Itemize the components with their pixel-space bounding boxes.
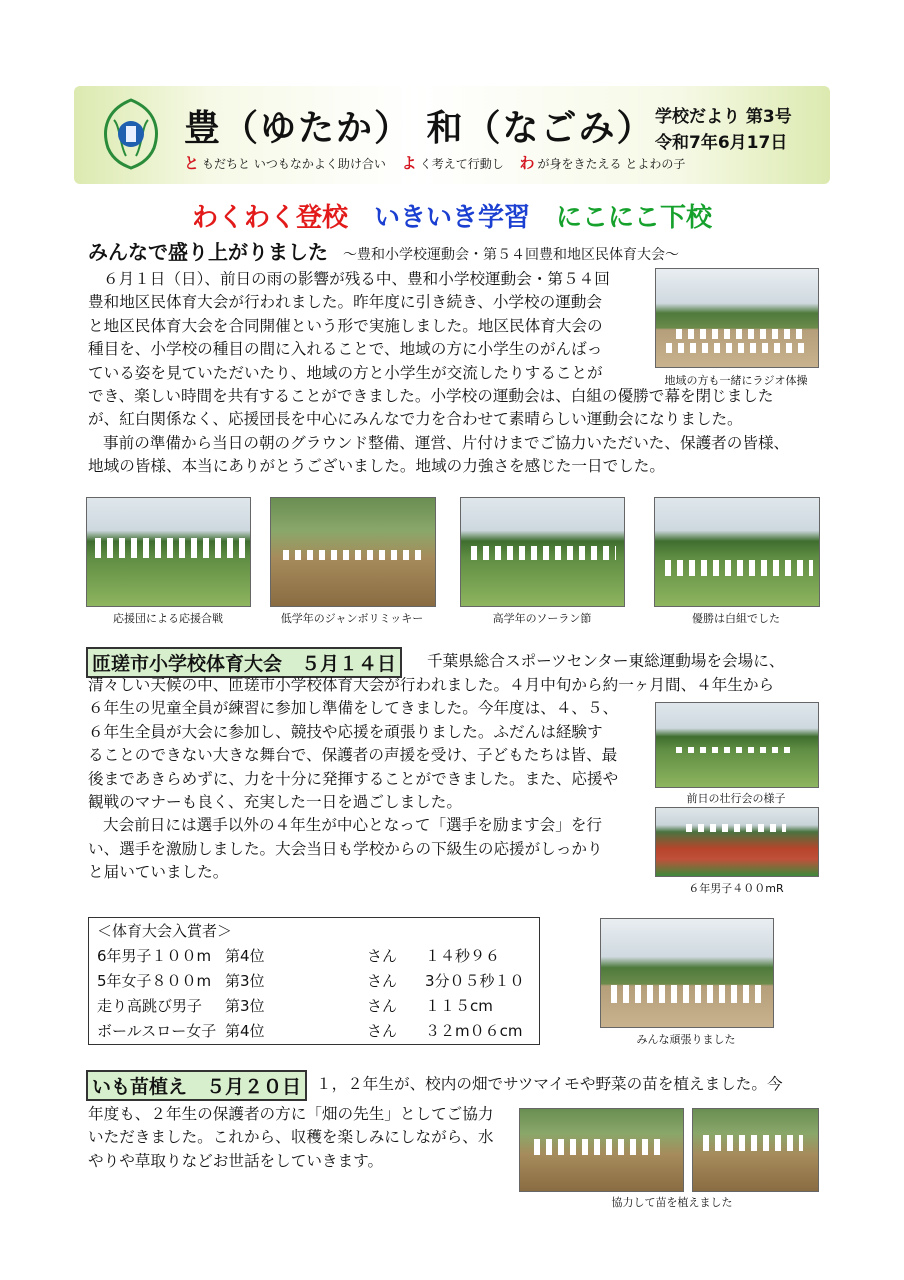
article1-heading: [88, 236, 679, 265]
motto-key-1: と: [184, 154, 200, 172]
award-name: さん: [367, 997, 398, 1015]
article1-line: 種目を、小学校の種目の間に入れることで、地域の方に小学生のがんばっ: [88, 340, 603, 359]
article1-line: ている姿を見ていただいたり、地域の方と小学生が交流したりすることが: [88, 363, 603, 382]
article2-line: 千葉県総合スポーツセンター東総運動場を会場に、: [427, 652, 785, 670]
article1-line: でき、楽しい時間を共有することができました。小学校の運動会は、白組の優勝で幕を閉じました: [88, 387, 774, 406]
article2-line: ることのできない大きな舞台で、保護者の声援を受け、子どもたちは皆、最: [88, 746, 618, 765]
photo-cheer-battle: [86, 497, 251, 607]
photo-planting-1: [519, 1108, 684, 1192]
awards-title: ＜体育大会入賞者＞: [97, 922, 233, 940]
article1-line: 事前の準備から当日の朝のグラウンド整備、運営、片付けまでご協力いただいた、保護者の皆様、: [103, 433, 790, 452]
article2-line: ６年生の児童全員が練習に参加し準備をしてきました。今年度は、４、５、: [88, 699, 619, 718]
award-event: 6年男子１００m: [97, 947, 212, 965]
article3-line: 年度も、２年生の保護者の方に「畑の先生」としてご協力: [88, 1105, 494, 1123]
issue-number: 学校だより 第3号: [655, 107, 792, 127]
school-slogan: [0, 197, 904, 234]
award-event: ボールスロー女子: [97, 1022, 217, 1040]
article3-line: やりや草取りなどお世話をしていきます。: [88, 1151, 384, 1170]
school-emblem-icon: [96, 96, 166, 170]
article1-title: みんなで盛り上がりました: [88, 240, 328, 264]
article2-heading: 匝瑳市小学校体育大会 ５月１４日: [86, 647, 402, 678]
award-name: さん: [367, 972, 398, 990]
row-caption-1: 応援団による応援合戦: [113, 612, 223, 625]
slogan-part-1: わくわく登校: [191, 203, 348, 233]
slogan-part-2: いきいき学習: [373, 203, 530, 233]
row-caption-4: 優勝は白組でした: [692, 612, 780, 625]
motto-text-1: もだちと いつもなかよく助け合い: [202, 157, 386, 171]
photo-group-stadium: [600, 918, 774, 1028]
article1-line: 豊和地区民体育大会が行われました。昨年度に引き続き、小学校の運動会: [88, 293, 602, 312]
photo-white-team-wins: [654, 497, 820, 607]
caption-relay: ６年男子４００mR: [688, 882, 784, 895]
article3-line: いただきました。これから、収穫を楽しみにしながら、水: [88, 1128, 494, 1147]
issue-date: 令和7年6月17日: [655, 133, 788, 153]
newsletter-title: 豊（ゆたか） 和（なごみ）: [184, 108, 655, 149]
article1-subtitle: ～豊和小学校運動会・第５４回豊和地区民体育大会～: [342, 247, 679, 263]
photo-planting-2: [692, 1108, 819, 1192]
award-record: ３２m０６cm: [425, 1022, 523, 1040]
photo-jamboree-mickey: [270, 497, 436, 607]
article3-body: [88, 1103, 493, 1173]
caption-send-off: 前日の壮行会の様子: [686, 792, 786, 805]
article1-line: と地区民体育大会を合同開催という形で実施しました。地区民体育大会の: [88, 316, 603, 335]
award-rank: 第4位: [225, 947, 265, 965]
award-record: １１５cm: [425, 997, 493, 1015]
award-name: さん: [367, 1022, 398, 1040]
article2-line: 後まであきらめずに、力を十分に発揮することができました。また、応援や: [88, 769, 619, 788]
award-record: 3分０５秒１０: [425, 972, 525, 990]
article1-line: 地域の皆様、本当にありがとうございました。地域の力強さを感じた一日でした。: [88, 457, 665, 476]
motto-key-2: よ: [401, 154, 417, 172]
award-event: 走り高跳び男子: [97, 997, 203, 1015]
motto-key-3: わ: [519, 154, 535, 172]
article1-line: ６月１日（日）、前日の雨の影響が残る中、豊和小学校運動会・第５４回: [103, 270, 610, 288]
caption-planting: 協力して苗を植えました: [611, 1196, 733, 1209]
school-motto: [184, 152, 685, 173]
award-event: 5年女子８００m: [97, 972, 212, 990]
article2-line: い、選手を激励しました。大会当日も学校からの下級生の応援がしっかり: [88, 839, 603, 858]
photo-relay-400mr: [655, 807, 819, 877]
row-caption-2: 低学年のジャンボリミッキー: [280, 612, 424, 625]
photo-caption: 地域の方も一緒にラジオ体操: [664, 374, 808, 387]
article3-heading: いも苗植え ５月２０日: [86, 1070, 307, 1101]
motto-text-3: が身をきたえる とよわの子: [537, 157, 686, 171]
photo-soran-dance: [460, 497, 625, 607]
award-rank: 第4位: [225, 1022, 265, 1040]
motto-text-2: く考えて行動し: [419, 157, 504, 171]
photo-send-off-rally: [655, 702, 819, 788]
article1-body: [88, 268, 789, 479]
article3-line: １，２年生が、校内の畑でサツマイモや野菜の苗を植えました。今: [316, 1075, 783, 1093]
award-rank: 第3位: [225, 997, 265, 1015]
article2-line: ６年生全員が大会に参加し、競技や応援を頑張りました。ふだんは経験す: [88, 722, 603, 741]
article2-line: と届いていました。: [88, 863, 229, 882]
article2-line: 清々しい天候の中、匝瑳市小学校体育大会が行われました。４月中旬から約一ヶ月間、４年生から: [88, 676, 775, 694]
article2-line: 大会前日には選手以外の４年生が中心となって「選手を励ます会」を行: [103, 816, 603, 835]
award-rank: 第3位: [225, 972, 265, 990]
caption-group: みんな頑張りました: [636, 1033, 736, 1046]
row-caption-3: 高学年のソーラン節: [492, 612, 592, 625]
award-name: さん: [367, 947, 398, 965]
awards-box: [88, 917, 540, 1045]
award-record: １４秒９６: [425, 947, 501, 965]
article1-line: が、紅白関係なく、応援団長を中心にみんなで力を合わせて素晴らしい運動会になりました。: [88, 410, 743, 429]
article2-line: 観戦のマナーも良く、充実した一日を過ごしました。: [88, 793, 462, 812]
slogan-part-3: にこにこ下校: [556, 203, 713, 233]
